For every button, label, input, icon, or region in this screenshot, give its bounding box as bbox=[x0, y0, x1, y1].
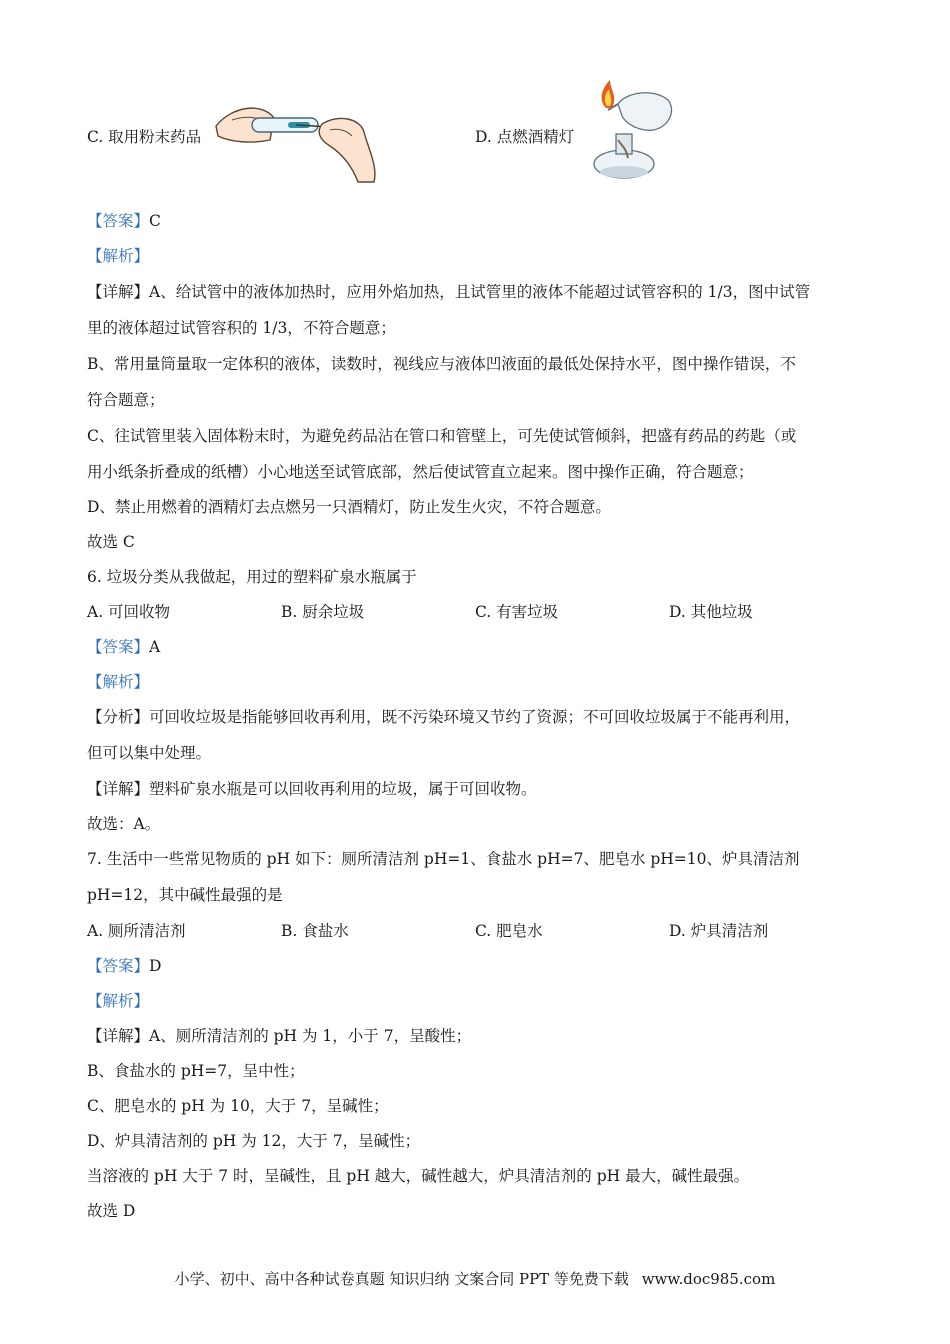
q5-detail-line: 【详解】A、给试管中的液体加热时，应用外焰加热，且试管里的液体不能超过试管容积的 1/3，图中试管 bbox=[87, 283, 811, 301]
q7-option-a: A. 厕所清洁剂 bbox=[87, 922, 186, 940]
q5-option-d: D. 点燃酒精灯 bbox=[475, 128, 575, 146]
footer-link[interactable]: www.doc985.com bbox=[641, 1270, 776, 1288]
q7-option-c: C. 肥皂水 bbox=[475, 922, 543, 940]
q7-conclusion: 故选 D bbox=[87, 1202, 136, 1220]
q7-stem-line: 7. 生活中一些常见物质的 pH 如下：厕所清洁剂 pH=1、食盐水 pH=7、肥皂水 pH=10、炉具清洁剂 bbox=[87, 850, 800, 868]
q7-option-b: B. 食盐水 bbox=[281, 922, 349, 940]
q7-detail-line: 当溶液的 pH 大于 7 时，呈碱性，且 pH 越大，碱性越大，炉具清洁剂的 pH 最大，碱性最强。 bbox=[87, 1167, 750, 1185]
powder-into-test-tube-illustration bbox=[212, 96, 380, 184]
q6-analysis-line: 【分析】可回收垃圾是指能够回收再利用，既不污染环境又节约了资源；不可回收垃圾属于不能再利用， bbox=[87, 708, 801, 726]
q5-answer: 【答案】C bbox=[87, 212, 161, 230]
q7-detail-line: C、肥皂水的 pH 为 10，大于 7，呈碱性； bbox=[87, 1097, 389, 1115]
q6-stem: 6. 垃圾分类从我做起，用过的塑料矿泉水瓶属于 bbox=[87, 568, 417, 586]
q5-option-c: C. 取用粉末药品 bbox=[87, 128, 202, 146]
q6-answer: 【答案】A bbox=[87, 638, 161, 656]
q5-detail-line: D、禁止用燃着的酒精灯去点燃另一只酒精灯，防止发生火灾，不符合题意。 bbox=[87, 498, 611, 516]
q7-analysis-heading: 【解析】 bbox=[87, 992, 150, 1010]
q5-conclusion: 故选 C bbox=[87, 533, 135, 551]
q7-stem-line: pH=12，其中碱性最强的是 bbox=[87, 886, 283, 904]
q6-option-d: D. 其他垃圾 bbox=[669, 603, 753, 621]
page-footer bbox=[0, 1268, 950, 1289]
q6-analysis-line: 但可以集中处理。 bbox=[87, 744, 212, 762]
q5-detail-line: 里的液体超过试管容积的 1/3，不符合题意； bbox=[87, 319, 396, 337]
q5-detail-line: 符合题意； bbox=[87, 391, 165, 409]
q6-detail: 【详解】塑料矿泉水瓶是可以回收再利用的垃圾，属于可回收物。 bbox=[87, 780, 537, 798]
q7-detail-line: D、炉具清洁剂的 pH 为 12，大于 7，呈碱性； bbox=[87, 1132, 421, 1150]
q7-option-d: D. 炉具清洁剂 bbox=[669, 922, 769, 940]
footer-text: 小学、初中、高中各种试卷真题 知识归纳 文案合同 PPT 等免费下载 bbox=[174, 1270, 629, 1288]
q6-option-c: C. 有害垃圾 bbox=[475, 603, 559, 621]
q7-detail-line: 【详解】A、厕所清洁剂的 pH 为 1，小于 7，呈酸性； bbox=[87, 1027, 472, 1045]
lighting-alcohol-lamp-illustration bbox=[582, 78, 678, 184]
q7-detail-line: B、食盐水的 pH=7，呈中性； bbox=[87, 1062, 305, 1080]
q6-conclusion: 故选：A。 bbox=[87, 815, 161, 833]
q5-detail-line: B、常用量筒量取一定体积的液体，读数时，视线应与液体凹液面的最低处保持水平，图中操作错误，不 bbox=[87, 355, 796, 373]
q6-option-b: B. 厨余垃圾 bbox=[281, 603, 365, 621]
q7-answer: 【答案】D bbox=[87, 957, 162, 975]
q6-option-a: A. 可回收物 bbox=[87, 603, 171, 621]
q5-detail-line: C、往试管里装入固体粉末时，为避免药品沾在管口和管壁上，可先使试管倾斜，把盛有药品的药匙（或 bbox=[87, 427, 797, 445]
q5-detail-line: 用小纸条折叠成的纸槽）小心地送至试管底部，然后使试管直立起来。图中操作正确，符合题意； bbox=[87, 463, 754, 481]
q6-analysis-heading: 【解析】 bbox=[87, 673, 150, 691]
q5-analysis-heading: 【解析】 bbox=[87, 247, 150, 265]
